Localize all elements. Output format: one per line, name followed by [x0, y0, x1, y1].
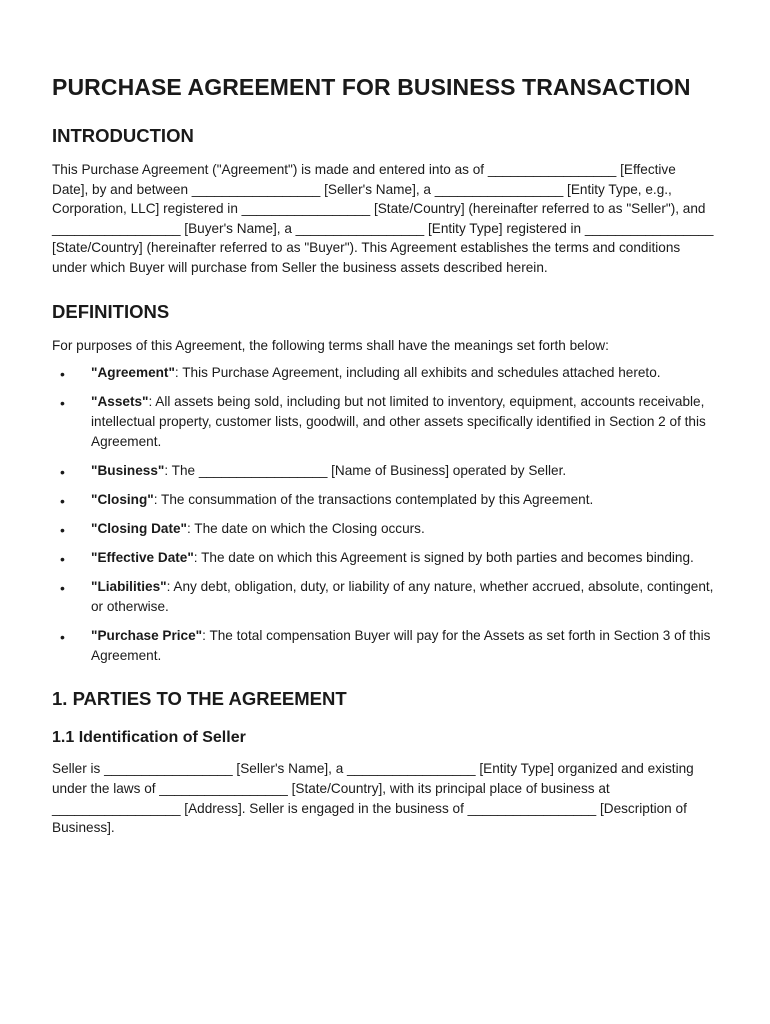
definition-term: "Closing": [91, 491, 154, 507]
definition-term: "Closing Date": [91, 521, 187, 537]
definition-item-closing: [52, 490, 714, 510]
definition-term: "Liabilities": [91, 579, 167, 595]
definition-text: : All assets being sold, including but not limited to inventory, equipment, accounts receivable, intellectual property, customer lists, goodwill, and other assets specifically identified in Section 2 of this Agreement.: [91, 394, 706, 449]
definition-term: "Agreement": [91, 365, 175, 381]
definition-item-assets: [52, 392, 714, 451]
definitions-list: [52, 363, 714, 665]
definition-item-closing-date: [52, 519, 714, 539]
definition-term: "Effective Date": [91, 550, 194, 566]
definition-text: : The _________________ [Name of Business] operated by Seller.: [164, 462, 567, 478]
definitions-lead: For purposes of this Agreement, the following terms shall have the meanings set forth below:: [52, 337, 609, 353]
definition-text: : The consummation of the transactions contemplated by this Agreement.: [153, 491, 594, 507]
definition-text: : The total compensation Buyer will pay for the Assets as set forth in Section 3 of this Agreement.: [91, 628, 711, 663]
definition-item-agreement: [52, 363, 714, 383]
bullet-icon: •: [60, 580, 65, 597]
bullet-icon: •: [60, 395, 65, 412]
definition-item-effective-date: [52, 548, 714, 568]
bullet-icon: •: [60, 551, 65, 568]
definition-item-liabilities: [52, 577, 714, 616]
bullet-icon: •: [60, 463, 65, 480]
definition-item-purchase-price: [52, 626, 714, 665]
definitions-heading: DEFINITIONS: [52, 300, 170, 322]
bullet-icon: •: [60, 492, 65, 509]
bullet-icon: •: [60, 366, 65, 383]
seller-identification-heading: 1.1 Identification of Seller: [52, 729, 246, 747]
introduction-heading: INTRODUCTION: [52, 125, 194, 146]
definition-term: "Business": [91, 462, 165, 478]
definition-item-business: [52, 461, 714, 481]
parties-heading: 1. PARTIES TO THE AGREEMENT: [52, 688, 347, 710]
definition-text: : The date on which the Closing occurs.: [186, 521, 425, 537]
definition-term: "Purchase Price": [91, 628, 203, 644]
bullet-icon: •: [60, 522, 65, 539]
definition-text: : Any debt, obligation, duty, or liability of any nature, whether accrued, absolute, contingent, or otherwise.: [91, 579, 714, 615]
definition-text: : The date on which this Agreement is signed by both parties and becomes binding.: [193, 550, 694, 566]
definition-text: : This Purchase Agreement, including all exhibits and schedules attached hereto.: [174, 365, 661, 381]
seller-identification-paragraph: Seller is _________________ [Seller's Name], a _________________ [Entity Type] organized and existing under the laws of _________________ [State/Country], with its principal place of business at _________________ [Address]. Seller is engaged in the business of _________________ [Description of Business].: [52, 761, 694, 836]
document-title: PURCHASE AGREEMENT FOR BUSINESS TRANSACTION: [52, 74, 691, 100]
bullet-icon: •: [60, 629, 65, 646]
definition-term: "Assets": [91, 394, 149, 410]
introduction-paragraph: This Purchase Agreement ("Agreement") is made and entered into as of _________________ [Effective Date], by and between _________________ [Seller's Name], a _________________ [Entity Type, e.g., Corporation, LLC] registered in _________________ [State/Country] (hereinafter referred to as "Seller"), and _________________ [Buyer's Name], a _________________ [Entity Type] registered in _________________ [State/Country] (hereinafter referred to as "Buyer"). This Agreement establishes the terms and conditions under which Buyer will purchase from Seller the business assets described herein.: [52, 162, 714, 275]
